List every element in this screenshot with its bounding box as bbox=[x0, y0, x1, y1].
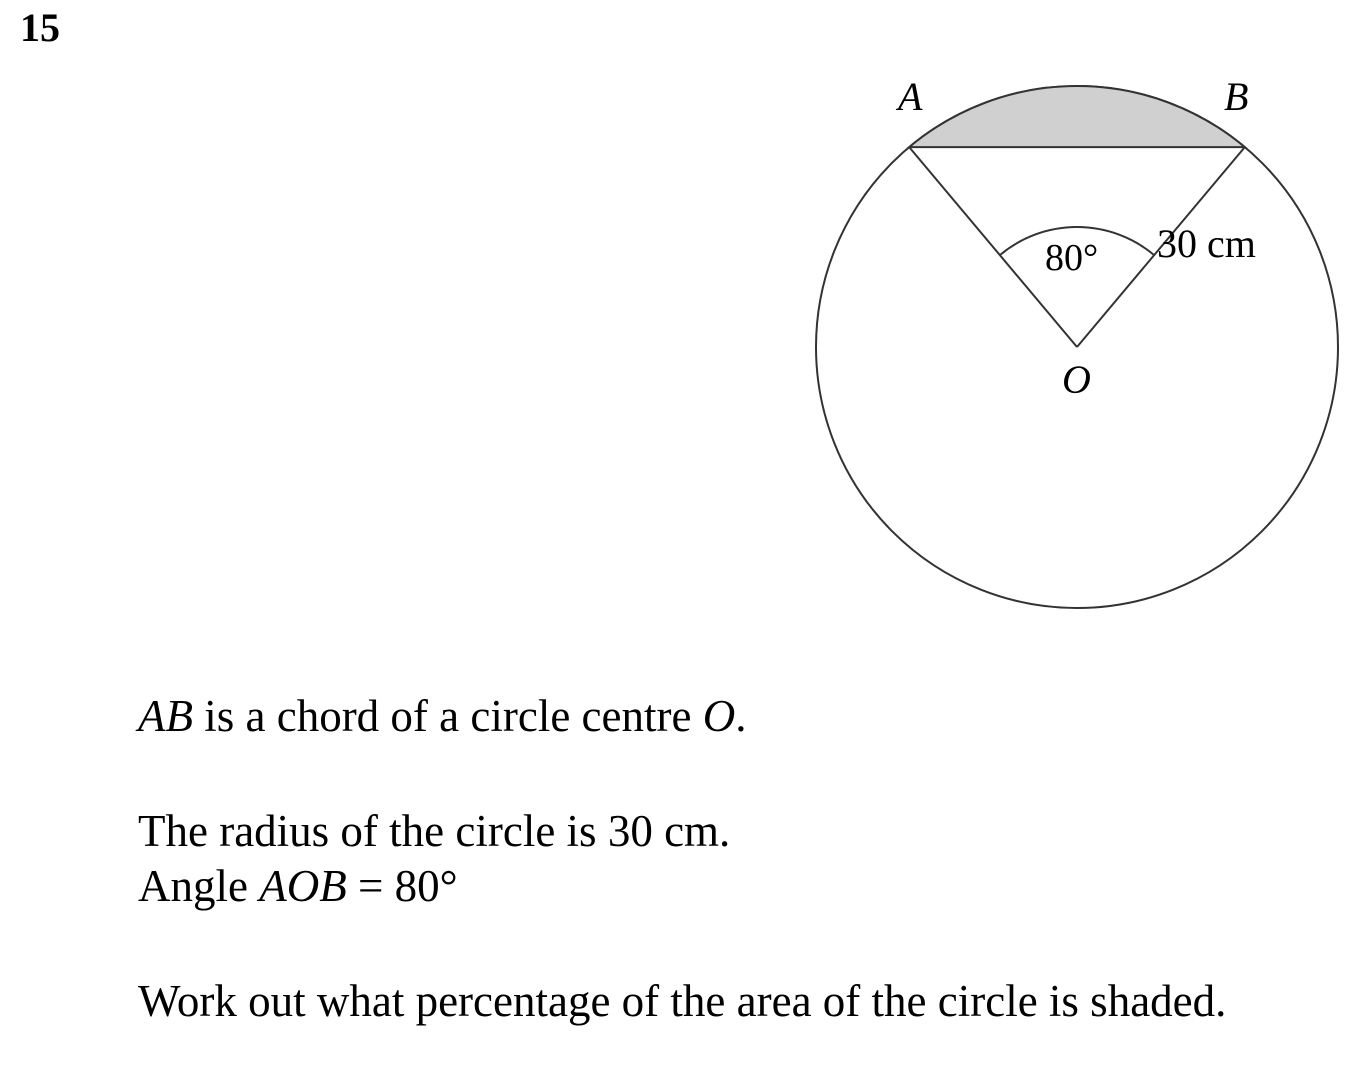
shaded-segment bbox=[909, 86, 1245, 147]
chord-text: is a chord of a circle centre bbox=[192, 691, 703, 741]
chord-name: AB bbox=[138, 691, 193, 741]
radius-statement: The radius of the circle is 30 cm. bbox=[138, 806, 731, 856]
chord-period: . bbox=[735, 691, 747, 741]
label-point-a: A bbox=[898, 74, 923, 119]
angle-statement bbox=[138, 860, 458, 913]
angle-name: AOB bbox=[259, 861, 347, 911]
label-angle: 80° bbox=[1045, 237, 1099, 279]
task-statement: Work out what percentage of the area of the circle is shaded. bbox=[138, 976, 1227, 1026]
angle-prefix: Angle bbox=[138, 861, 260, 911]
label-point-b: B bbox=[1224, 74, 1249, 119]
label-radius: 30 cm bbox=[1157, 221, 1256, 266]
chord-statement bbox=[138, 690, 746, 743]
angle-value: = 80° bbox=[346, 861, 458, 911]
centre-name: O bbox=[702, 691, 736, 741]
label-centre-o: O bbox=[1062, 357, 1091, 402]
question-number: 15 bbox=[20, 5, 60, 50]
